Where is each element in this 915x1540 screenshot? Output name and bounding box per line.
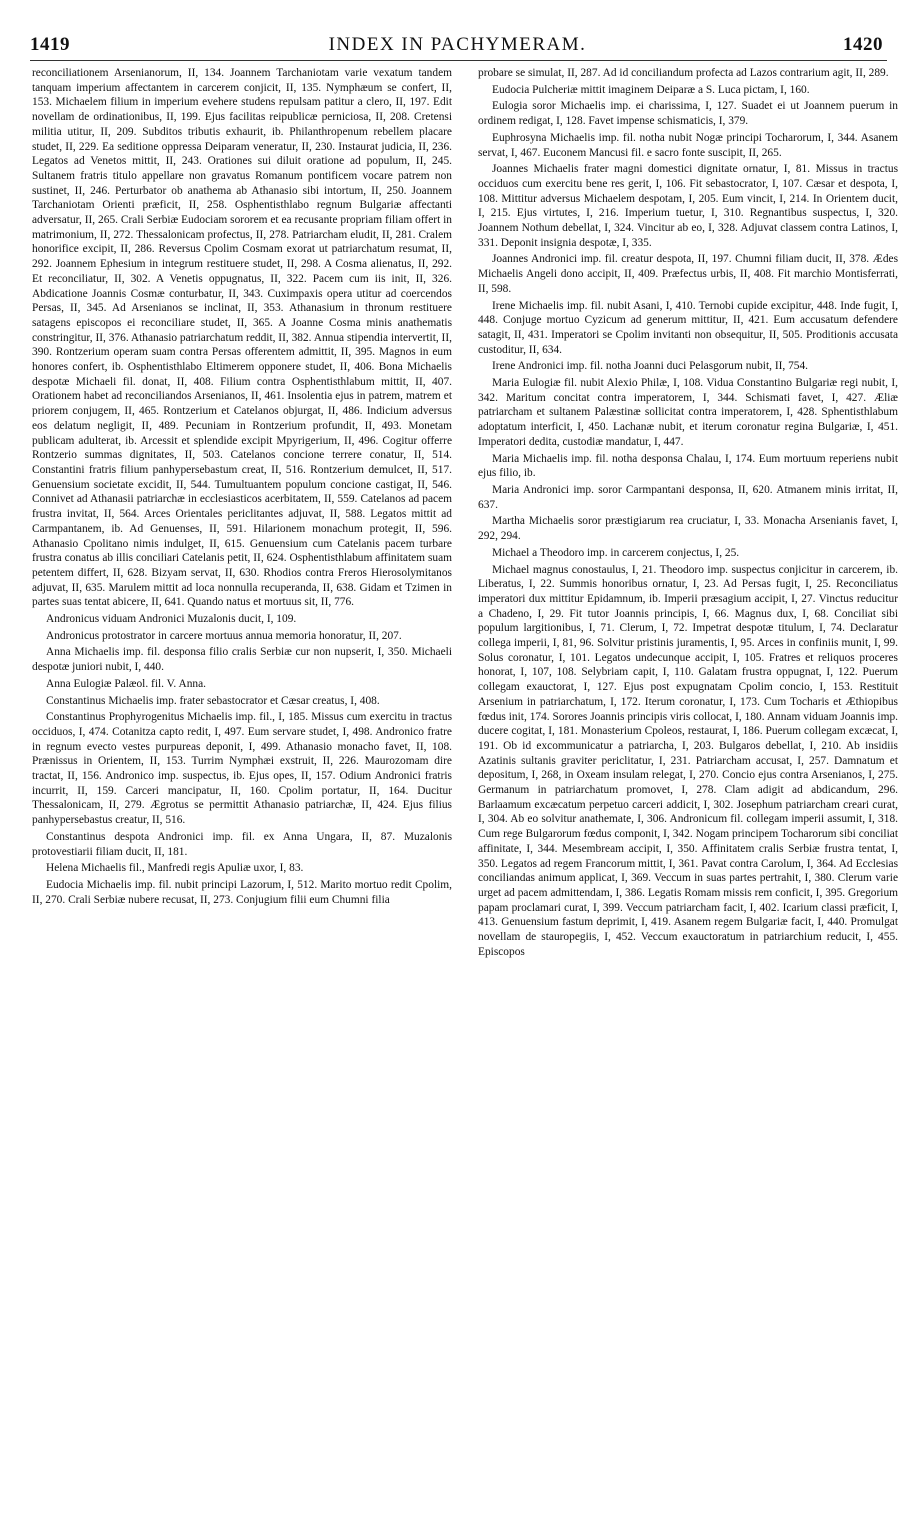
index-entry: Anna Michaelis imp. fil. desponsa filio cralis Serbiæ cur non nupserit, I, 350. Michaeli despotæ juniori nubit, I, 440. — [32, 646, 452, 674]
index-entry: Joannes Michaelis frater magni domestici dignitate ornatur, I, 81. Missus in tractus occiduos cum exercitu bene res gerit, I, 106. Fit sebastocrator, I, 107. Cæsar et despota, I, 108. Mittitur adversus Michaelem despotam, I, 205. Eum vincit, I, 214. In Orientem ducit, I, 215. Ejus virtutes, I, 216. Imperium tuetur, I, 310. Regnantibus suspectus, I, 320. Joannem Nothum debellat, I, 324. Vincitur ab eo, I, 328. Adjuvat classem contra Latinos, I, 331. Deponit insignia despotæ, I, 335. — [478, 163, 898, 249]
running-title: INDEX IN PACHYMERAM. — [328, 34, 587, 55]
index-entry: Irene Andronici imp. fil. notha Joanni duci Pelasgorum nubit, II, 754. — [492, 360, 809, 373]
page-header — [22, 34, 893, 62]
header-rule — [30, 60, 887, 61]
index-entry: Martha Michaelis soror præstigiarum rea cruciatur, I, 33. Monacha Arsenianis favet, I, 292, 294. — [478, 515, 898, 543]
index-entry: Irene Michaelis imp. fil. nubit Asani, I, 410. Ternobi cupide excipitur, 448. Inde fugit, I, 448. Conjuge mortuo Cyzicum ad generum mittitur, II, 421. Eum accusatum defendere satagit, II, 431. Imperatori se Cpolim invitanti non obsequitur, II, 505. Proditionis accusata custoditur, II, 634. — [478, 299, 898, 356]
index-entry: Constantinus Prophyrogenitus Michaelis imp. fil., I, 185. Missus cum exercitu in tractus occiduos, I, 474. Cotanitza capto redit, I, 497. Eum servare studet, I, 498. Andronico fratre in regnum evecto vestes purpureas deponit, I, 499. Athanasio monacho favet, II, 108. Prænissus in Orientem, II, 153. Turrim Nymphæi exstruit, II, 226. Maurozomam dire tractat, II, 156. Andronico imp. suspectus, ib. Ejus opes, II, 157. Odium Andronici fratris incurrit, II, 159. Carceri mancipatur, II, 160. Cpolim portatur, II, 164. Ducitur Thessalonicam, II, 279. Ægrotus se permittit Athanasio patriarchæ, II, 424. Ejus filius panhypersebastus creatur, II, 516. — [32, 711, 452, 827]
index-entry: Maria Andronici imp. soror Carmpantani desponsa, II, 620. Atmanem minis irritat, II, 637. — [478, 483, 898, 511]
index-entry: Eudocia Michaelis imp. fil. nubit principi Lazorum, I, 512. Marito mortuo redit Cpolim, II, 270. Crali Serbiæ nubere recusat, II, 273. Conjugium filii eum Chumni filia — [32, 878, 452, 906]
index-entry: Maria Eulogiæ fil. nubit Alexio Philæ, I, 108. Vidua Constantino Bulgariæ regi nubit, I, 342. Maritum concitat contra imperatorem, I, 344. Schismati favet, I, 427. Æliæ patriarcham et sultanem Palæstinæ sollicitat contra imperatorem, I, 428. Sphentisthlabum adoptatum interficit, I, 450. Lachanæ nubit, et iterum coronatur regina Bulgariæ, I, 451. Imperatori dedita, custodiæ mandatur, I, 447. — [478, 377, 898, 448]
index-entry: Eudocia Pulcheriæ mittit imaginem Deiparæ a S. Luca pictam, I, 160. — [492, 83, 810, 96]
left-column — [32, 66, 452, 909]
index-entry: Joannes Andronici imp. fil. creatur despota, II, 197. Chumni filiam ducit, II, 378. Ædes Michaelis Angeli dono accipit, II, 409. Præfectus urbis, II, 408. Fit marchio Montisferrati, II, 598. — [478, 253, 898, 295]
index-entry: Constantinus Michaelis imp. frater sebastocrator et Cæsar creatus, I, 408. — [46, 694, 380, 707]
index-entry: Euphrosyna Michaelis imp. fil. notha nubit Nogæ principi Tocharorum, I, 344. Asanem servat, I, 467. Euconem Mancusi fil. e sacro fonte suscipit, II, 265. — [478, 131, 898, 159]
page-number-left: 1419 — [30, 34, 70, 55]
index-entry: probare se simulat, II, 287. Ad id conciliandum profecta ad Lazos contrarium agit, II, 289. — [478, 67, 889, 79]
index-entry: Andronicus protostrator in carcere mortuus annua memoria honoratur, II, 207. — [46, 629, 402, 642]
index-entry: Andronicus viduam Andronici Muzalonis ducit, I, 109. — [46, 613, 297, 626]
right-column — [478, 66, 898, 961]
index-entry: Eulogia soror Michaelis imp. ei charissima, I, 127. Suadet ei ut Joannem puerum in ordinem redigat, I, 128. Favet impense schismaticis, I, 379. — [478, 100, 898, 128]
index-entry: Michael a Theodoro imp. in carcerem conjectus, I, 25. — [492, 546, 740, 559]
index-entry: reconciliationem Arsenianorum, II, 134. Joannem Tarchaniotam varie vexatum tandem tanquam imperium affectantem in carcerem conjicit, II, 135. Nymphæum se confert, II, 153. Michaelem filium in imperium evehere studens repulsam patitur a clero, II, 197. Edit novellam de ordinationibus, II, 199. Ejus facilitas reipublicæ perniciosa, II, 208. Cretensi militia utitur, II, 209. Subditos tributis exhaurit, ib. Philanthropenum rebellem placare studet, II, 229. Ea seditione oppressa Deiparam veneratur, II, 230. Instaurat judicia, II, 236. Legatos ad Venetos mittit, II, 243. Orationes sui diluit oratione ad populum, II, 245. Sultanem fratris titulo appellare non gravatus Romanum pontificem vocare patrem non sustinet, II, 246. Perturbator ob anathema ab Athanasio sibi intortum, II, 250. Joannem Tarchaniotam Orienti præficit, II, 258. Osphentisthlabo regnum Bulgariæ affectanti adversatur, II, 265. Crali Serbiæ Eudociam sororem et ea recusante propriam filiam offert in matrimonium, II, 272. Thessalonicam profectus, II, 278. Patriarcham eludit, II, 281. Cralem honorifice excipit, II, 286. Reversus Cpolim Cosmam exorat ut patriarchatum resumat, II, 292. Joannem Ephesium in integrum restituere studet, II, 298. A Cosma alienatus, II, 292. Et reconciliatur, II, 302. A Venetis oppugnatus, II, 322. Pacem cum iis init, II, 326. Abdicatione Joannis Cosmæ conturbatur, II, 343. Cuximpaxis opera utitur ad coercendos Persas, II, 345. Ad Arsenianos se inclinat, II, 353. Athanasium in thronum restituere satagens episcopos ei reconciliare studet, II, 365. A Joanne Cosma minis anathematis constringitur, II, 376. Athanasio patriarchatum reddit, II, 382. Annua stipendia intervertit, II, 390. Rontzerium operam suam contra Persas offerentem admittit, II, 395. Magnos in eum honores confert, ib. Osphentisthlabo Eltimerem opponere studet, II, 406. Bona Michaelis despotæ Michaeli fil. donat, II, 408. Filium contra Osphentisthlabum mittit, II, 407. Orationem habet ad reconciliandos Arsenianos, II, 461. Insolentia ejus in patrem, matrem et priorem conjugem, II, 465. Rontzerium et Catelanos objurgat, II, 486. Indicium adversus eos delatum negligit, II, 489. Pecuniam in Rontzerium profundit, II, 493. Monetam publicam adulterat, ib. Arcessit et splendide excipit Mpyrigerium, II, 496. Cogitur offerre Rontzerio summas dignitates, II, 503. Catelanos concione terrere conatur, II, 514. Constantini fratris filium panhypersebastum creat, II, 516. Rontzerium demulcet, II, 517. Genuensium societate excidit, II, 544. Tumultuantem populum concione castigat, II, 546. Connivet ad Athanasii patriarchæ in ecclesiasticos acerbitatem, II, 559. Catelanos ad pacem frustra invitat, II, 564. Arces Orientales periclitantes adjuvat, II, 588. Legatos mittit ad Carmpantanem, ib. Ad Genuenses, II, 591. Hilarionem monachum protegit, II, 596. Athanasio Cpolitano nimis indulget, II, 615. Genuensium cum Catelanis pacem turbare frustra conatus ab illis conciliari Catelanis petit, II, 624. Osphentisthlabum affinitatem suam petentem differt, II, 628. Bizyam servat, II, 630. Rhodios contra Freros Hierosolymitanos adjuvat, II, 635. Marulem mittit ad loca nonnulla recuperanda, II, 638. Gidam et Tzimen in partes suas tentat abicere, II, 641. Quando natus et mortuus sit, II, 776. — [32, 67, 452, 609]
index-entry: Michael magnus conostaulus, I, 21. Theodoro imp. suspectus conjicitur in carcerem, ib. Liberatus, I, 22. Summis honoribus ornatur, I, 23. Ad Persas fugit, I, 25. Reconciliatus imperatori dux mittitur Epidamnum, ib. Imperii præsagium accipit, I, 27. Vinctus reducitur a Chadeno, I, 29. Fit tutor Joannis principis, I, 66. Magnus dux, I, 68. Conciliat sibi populum largitionibus, I, 71. Clerum, I, 72. Impetrat despotæ titulum, I, 74. Declaratur collega imperii, I, 81, 96. Solvitur pristinis juramentis, I, 95. Arces in confiniis munit, I, 99. Solus coronatur, I, 101. Legatos undecunque accipit, I, 105. Fratres et reliquos proceres honorat, I, 107, 108. Selybriam capit, I, 110. Galatam frustra oppugnat, I, 122. Puerum collegam exauctorat, I, 127. Ejus post expugnatam Cpolim concio, I, 153. Restituit Arsenium in patriarchatum, I, 172. Iterum coronatur, I, 173. Cum Tocharis et Æthiopibus fœdus init, 174. Sorores Joannis principis viris collocat, I, 180. Annam viduam Joannis imp. ducere cogitat, I, 181. Monasterium Cpoleos, restaurat, I, 186. Puerum collegam excæcat, I, 191. Ob id excommunicatur a patriarcha, I, 203. Bulgaros debellat, I, 210. Ab insidiis Azatinis sultanis graviter periclitatur, I, 231. Patriarcham accusat, I, 257. Damnatum et depositum, I, 268, in Oxeam insulam relegat, I, 270. Concio ejus contra Arsenianos, I, 275. Germanum in patriarchatum promovet, I, 278. Clam adigit ad abdicandum, 296. Barlaamum excæcatum perpetuo carceri addicit, I, 302. Josephum patriarcham creari curat, I, 304. Ab eo solvitur anathemate, I, 306. Andronicum fil. collegam imperii assumit, I, 318. Cum rege Bulgarorum fœdus componit, I, 342. Nogam principem Tocharorum sibi conciliat affinitate, I, 344. Mesembream accipit, I, 350. Affinitatem cralis Serbiæ frustra tentat, I, 350. Legatos ad regem Francorum mittit, I, 361. Pavat contra Carolum, I, 364. Ad Ecclesias conciliandas animum applicat, I, 369. Veccum in suas partes pertrahit, I, 380. Clerum varie urget ad pacem admittendam, I, 386. Legatis Romam missis rem conficit, I, 395. Gregorium papam proclamari curat, I, 399. Veccum patriarcham facit, I, 402. Icarium classi præficit, I, 413. Genuensium fastum deprimit, I, 419. Asanem regem Bulgariæ facit, I, 440. Promulgat novellam de stauropegiis, I, 452. Veccum exauctoratum in patriarchium reducit, I, 455. Episcopos — [478, 563, 898, 958]
index-entry: Anna Eulogiæ Palæol. fil. V. Anna. — [46, 677, 207, 690]
index-entry: Constantinus despota Andronici imp. fil. ex Anna Ungara, II, 87. Muzalonis protovestiarii filiam ducit, II, 181. — [32, 830, 452, 858]
page-number-right: 1420 — [843, 34, 883, 55]
index-entry: Maria Michaelis imp. fil. notha desponsa Chalau, I, 174. Eum mortuum reperiens nubit ejus filio, ib. — [478, 452, 898, 480]
index-entry: Helena Michaelis fil., Manfredi regis Apuliæ uxor, I, 83. — [46, 862, 304, 875]
